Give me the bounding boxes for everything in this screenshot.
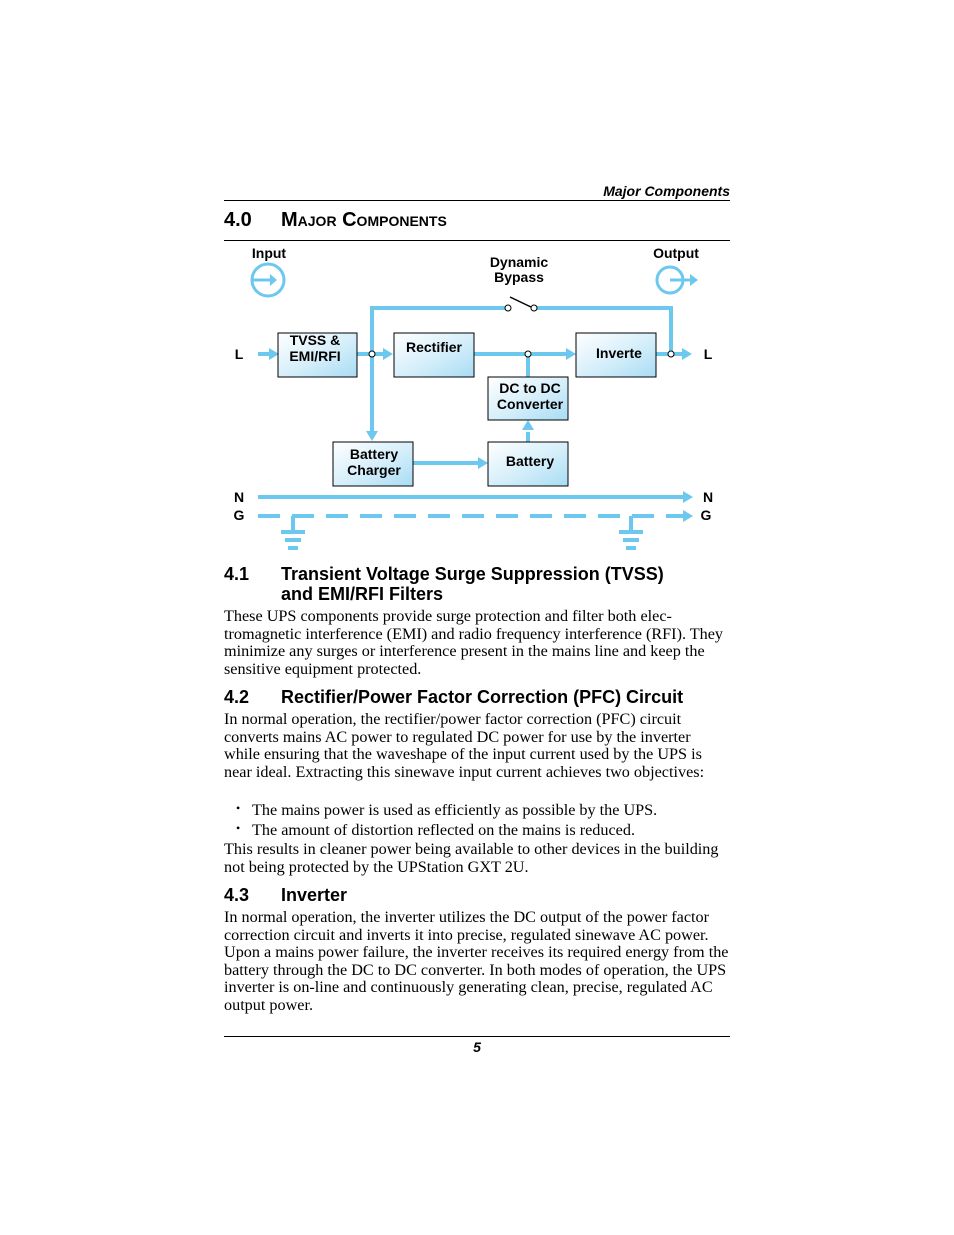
bullet-icon: • [236, 801, 241, 815]
heading-title: Rectifier/Power Factor Correction (PFC) Circuit [281, 687, 684, 707]
terminal-l-out: L [703, 346, 713, 362]
paragraph-4-2-cont: This results in cleaner power being available to other devices in the building not being protected by the UPStation GXT 2U. [224, 840, 719, 876]
paragraph-4-2: In normal operation, the rectifier/power factor correction (PFC) circuit converts mains AC power to regulated DC power for use by the inverter while ensuring that the waveshape of the input current used by the UPS is near ideal. Extracting this sinewave input current achieves two objectives: [224, 710, 705, 781]
tvss-label: TVSS & [289, 332, 341, 348]
running-header: Major Components [603, 183, 730, 199]
input-label: Input [251, 245, 287, 261]
bullet-text: The mains power is used as efficiently as possible by the UPS. [252, 801, 658, 819]
heading-number: 4.3 [224, 885, 250, 905]
inverter-label: Inverte [596, 345, 642, 361]
terminal-n-out: N [702, 489, 714, 505]
tvss-label: EMI/RFI [289, 348, 341, 364]
dcdc-label: Converter [496, 396, 564, 412]
bullet-text: The amount of distortion reflected on the mains is reduced. [252, 821, 635, 839]
ups-block-diagram [0, 0, 954, 560]
paragraph-4-3: In normal operation, the inverter utilizes the DC output of the power factor correction circuit and inverts it into precise, regulated sinewave AC power. Upon a mains power failure, the inverter receives its required energy from the battery through the DC to DC converter. In both modes of operation, the UPS inverter is on-line and continuously generating clean, precise, regulated AC output power. [224, 908, 729, 1014]
output-label: Output [653, 245, 699, 261]
paragraph-4-1: These UPS components provide surge protection and filter both elec-tromagnetic interference (EMI) and radio frequency interference (RFI). They minimize any surges or interference present in the mains line and keep the sensitive equipment protected. [224, 607, 724, 678]
heading-4-1 [224, 564, 730, 604]
heading-title: Transient Voltage Surge Suppression (TVSS) [281, 564, 664, 584]
heading-number: 4.2 [224, 687, 250, 707]
terminal-l-in: L [234, 346, 244, 362]
charger-label: Battery [349, 446, 399, 462]
ground-symbol-icon [281, 530, 643, 550]
bullet-icon: • [236, 821, 241, 835]
bypass-switch [510, 297, 533, 308]
heading-number: 4.1 [224, 564, 250, 584]
bypass-label: Dynamic [489, 254, 549, 270]
section-number: 4.0 [224, 209, 252, 231]
terminal-n-in: N [233, 489, 245, 505]
bypass-label: Bypass [494, 269, 544, 285]
rectifier-label: Rectifier [405, 339, 463, 355]
charger-label: Charger [347, 462, 401, 478]
battery-label: Battery [505, 453, 555, 469]
heading-4-3 [224, 885, 730, 905]
heading-title: Inverter [281, 885, 348, 905]
terminal-g-out: G [700, 507, 712, 523]
heading-title: and EMI/RFI Filters [281, 584, 444, 604]
page-number: 5 [473, 1039, 481, 1055]
heading-4-2 [224, 687, 730, 707]
section-title: Major Components [281, 209, 447, 231]
terminal-g-in: G [233, 507, 245, 523]
footer-rule [224, 1036, 730, 1037]
dcdc-label: DC to DC [499, 380, 561, 396]
